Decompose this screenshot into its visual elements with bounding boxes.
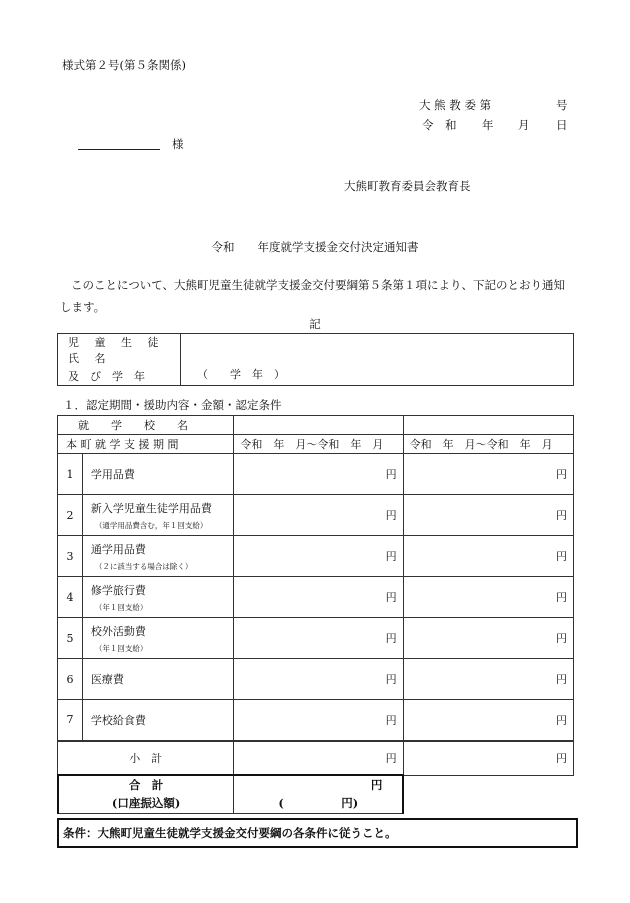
row-number: 2 [58, 495, 83, 536]
total-label: 合 計 [58, 775, 234, 794]
date-year: 年 [482, 118, 494, 132]
period-value-2: 令和 年 月～令和 年 月 [403, 435, 573, 454]
row-amount-2: 円 [403, 659, 573, 700]
grade-label: 及 び 学 年 [68, 369, 145, 383]
body-text: このことについて、大熊町児童生徒就学支援金交付要綱第５条第１項により、下記のとおり通知します。 [60, 278, 566, 314]
condition-text: 条件：大熊町児童生徒就学支援金交付要綱の各条件に従うこと。 [57, 818, 578, 848]
row-amount-1: 円 [234, 577, 403, 618]
document-title: 令和 年度就学支援金交付決定通知書 [211, 240, 419, 254]
addressee-line [78, 148, 160, 150]
school-label-cell [58, 416, 234, 435]
student-table [57, 333, 574, 386]
row-amount-1: 円 [234, 495, 403, 536]
date-day: 日 [556, 118, 568, 132]
period-value-1: 令和 年 月～令和 年 月 [234, 435, 403, 454]
row-item: 通学用品費 （２に該当する場合は除く） [82, 536, 233, 577]
row-amount-2: 円 [403, 700, 573, 741]
row-note: （年１回支給） [94, 602, 148, 612]
table-row [58, 536, 574, 577]
date-era: 令 和 [422, 118, 457, 132]
section1-title: １．認定期間・援助内容・金額・認定条件 [63, 398, 282, 412]
row-note: （年１回支給） [94, 643, 148, 653]
sender: 大熊町教育委員会教育長 [344, 179, 471, 193]
table-row [58, 495, 574, 536]
subtotal-label: 小 計 [58, 741, 234, 776]
row-amount-2: 円 [403, 577, 573, 618]
row-item: 学校給食費 [82, 700, 233, 741]
row-number: 4 [58, 577, 83, 618]
name-grade-value-cell [181, 334, 574, 386]
row-item: 修学旅行費 （年１回支給） [82, 577, 233, 618]
table-row [58, 454, 574, 495]
school-value-cell-2 [403, 416, 573, 435]
period-label: 本 町 就 学 支 援 期 間 [66, 438, 179, 451]
table-row [58, 700, 574, 741]
row-number: 1 [58, 454, 83, 495]
row-note: （２に該当する場合は除く） [94, 561, 193, 571]
row-item: 校外活動費 （年１回支給） [82, 618, 233, 659]
subtotal-row [58, 741, 574, 776]
date-month: 月 [518, 118, 530, 132]
total-empty [403, 775, 574, 813]
doc-number-label: 大 熊 教 委 第 [419, 98, 492, 112]
row-item: 医療費 [82, 659, 233, 700]
row-item: 新入学児童生徒学用品費 （通学用品費含む，年１回支給） [82, 495, 233, 536]
row-amount-2: 円 [403, 495, 573, 536]
grade-label-cell [58, 366, 181, 386]
row-number: 7 [58, 700, 83, 741]
school-label: 就 学 校 名 [78, 419, 188, 432]
total-paren-value: ( 円) [234, 794, 404, 813]
doc-number-suffix: 号 [556, 98, 568, 112]
row-number: 5 [58, 618, 83, 659]
row-amount-2: 円 [403, 454, 573, 495]
table-row [58, 659, 574, 700]
school-value-cell-1 [234, 416, 403, 435]
row-number: 3 [58, 536, 83, 577]
total-table [57, 774, 574, 814]
support-table [57, 415, 574, 776]
name-label: 児 童 生 徒 氏 名 [68, 336, 165, 365]
row-amount-1: 円 [234, 659, 403, 700]
row-amount-1: 円 [234, 700, 403, 741]
table-row [58, 577, 574, 618]
row-amount-2: 円 [403, 618, 573, 659]
grade-value: （ 学 年 ） [197, 368, 285, 381]
ki-label: 記 [309, 317, 321, 331]
subtotal-amount-2: 円 [403, 741, 573, 776]
period-label-cell [58, 435, 234, 454]
name-label-cell [58, 334, 181, 367]
row-number: 6 [58, 659, 83, 700]
row-note: （通学用品費含む，年１回支給） [94, 520, 208, 530]
table-row [58, 618, 574, 659]
total-yen: 円 [234, 775, 404, 794]
addressee-suffix: 様 [172, 137, 184, 151]
row-amount-1: 円 [234, 454, 403, 495]
subtotal-amount-1: 円 [234, 741, 403, 776]
row-amount-2: 円 [403, 536, 573, 577]
row-amount-1: 円 [234, 536, 403, 577]
total-sub-label: (口座振込額) [58, 794, 234, 813]
row-item: 学用品費 [82, 454, 233, 495]
form-number: 様式第２号(第５条関係) [62, 58, 186, 72]
row-amount-1: 円 [234, 618, 403, 659]
